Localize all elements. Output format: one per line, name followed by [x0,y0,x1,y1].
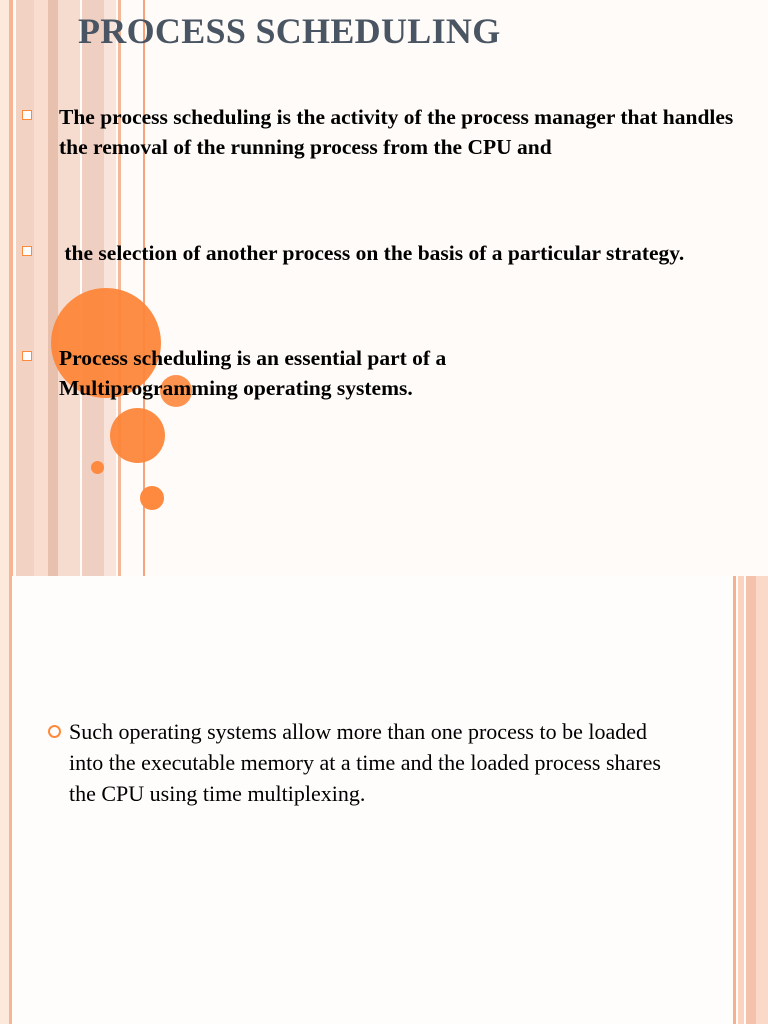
decorative-band [118,0,121,576]
decorative-band [9,0,13,576]
decorative-band [738,576,744,1024]
decorative-band [0,576,9,1024]
bullet-text: The process scheduling is the activity of the process manager that handles the removal of the running process from the CPU and [59,105,734,159]
slide-2 [0,576,768,1024]
square-bullet-icon [22,351,32,361]
decorative-band [16,0,34,576]
decorative-band [746,576,756,1024]
decorative-band [34,0,48,576]
decorative-band [48,0,58,576]
decorative-band [733,576,736,1024]
decorative-circle-medium [110,408,165,463]
decorative-circle-small [140,486,164,510]
slide-title: PROCESS SCHEDULING [78,11,501,51]
decorative-band [756,576,768,1024]
ring-bullet-icon [48,725,61,738]
decorative-band [0,0,9,576]
decorative-band [9,576,12,1024]
decorative-band [58,0,80,576]
square-bullet-icon [22,246,32,256]
bullet-text: Such operating systems allow more than one process to be loaded into the executable memory at a time and the loaded process shares the CPU using time multiplexing. [69,719,661,806]
square-bullet-icon [22,110,32,120]
bullet-text: Process scheduling is an essential part of a Multiprogramming operating systems. [59,346,447,400]
decorative-circle-tiny [91,461,104,474]
bullet-text: the selection of another process on the basis of a particular strategy. [59,241,685,265]
